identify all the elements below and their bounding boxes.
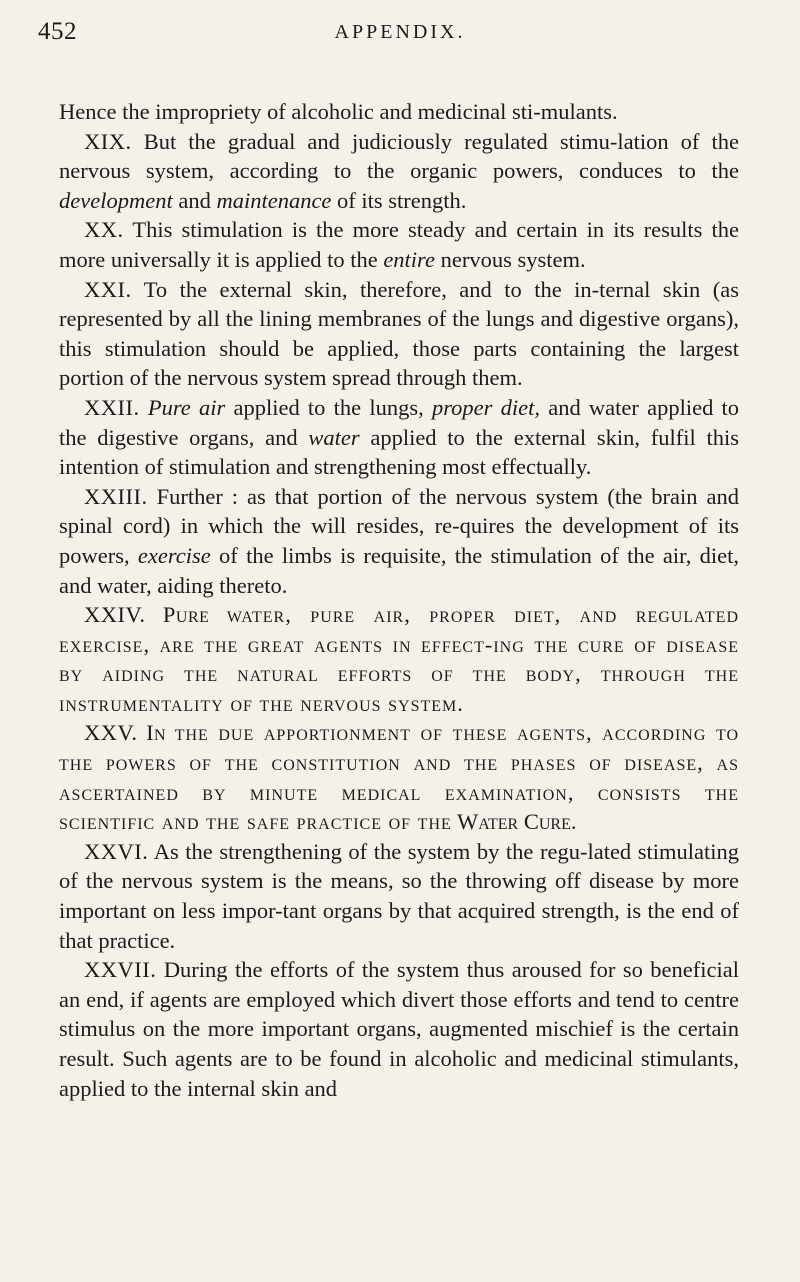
body-text [59, 97, 739, 1103]
smallcaps-text: water, pure air, proper diet, and regulated exercise, are the great agents in effect-ing the cure of disease by aiding the natural efforts of the body, through the instrumentality of the nervous system. [59, 602, 740, 716]
smallcaps-text: the due apportionment of these agents, according to the powers of the constitution and the phases of disease, as ascertained by minute medical examination, consists the scientific and the safe practice of the [59, 720, 740, 835]
section-numeral: XX. [84, 217, 124, 243]
paragraph-xxvi [59, 837, 739, 955]
section-numeral: XXIII. [84, 483, 148, 509]
italic-term: exercise [137, 542, 211, 568]
paragraph-text: This stimulation is the more steady and certain in its results the more universally it is applied to the [59, 217, 740, 272]
paragraph-text: applied to the external skin, fulfil this intention of stimulation and strengthening most effectually. [59, 424, 739, 480]
paragraph-text: of its strength. [337, 187, 467, 213]
paragraph-xix [59, 127, 739, 216]
page-header [38, 18, 762, 58]
paragraph-text: To the external skin, therefore, and to the in-ternal skin (as represented by all the lining membranes of the lungs and digestive organs), this stimulation should be applied, those parts containing the largest portion of the nervous system spread through them. [59, 276, 740, 391]
section-numeral: XXI. [84, 276, 132, 302]
section-numeral: XXIV. [84, 602, 146, 628]
italic-term: proper diet, [431, 394, 540, 420]
paragraph-text: Hence the impropriety of alcoholic and medicinal sti-mulants. [59, 99, 618, 124]
page-number: 452 [38, 18, 77, 45]
paragraph-xxii [59, 393, 739, 482]
paragraph-xxi [59, 275, 739, 393]
section-numeral: XXVII. [84, 957, 157, 983]
paragraph-text: During the efforts of the system thus aroused for so beneficial an end, if agents are employed which divert those efforts and tend to centre stimulus on the more important organs, augmented mischief is the certain result. Such agents are to be found in alcoholic and medicinal stimulants, applied to the internal skin and [59, 957, 739, 1101]
paragraph-xxiv [59, 600, 739, 718]
paragraph-xxv [59, 718, 739, 836]
paragraph-xxvii [59, 955, 739, 1103]
italic-term: development [59, 187, 173, 213]
paragraph-text: of the limbs is requisite, the stimulation of the air, diet, and water, aiding thereto. [59, 542, 739, 598]
italic-term: entire [383, 246, 435, 272]
paragraph-text: Further : as that portion of the nervous system (the brain and spinal cord) in which the will resides, re-quires the development of its powers, [59, 483, 739, 568]
paragraph-text: As the strengthening of the system by the regu-lated stimulating of the nervous system is the means, so the throwing off disease by more important on less impor-tant organs by that acquired strength, is the end of that practice. [59, 838, 740, 953]
section-numeral: XXVI. [84, 838, 149, 864]
italic-term: water [308, 424, 360, 450]
italic-term: maintenance [216, 187, 332, 213]
paragraph-text: But the gradual and judiciously regulated stimu-lation of the nervous system, according to the organic powers, conduces to the [59, 128, 739, 184]
section-numeral: XIX. [84, 128, 132, 154]
paragraph-text: applied to the lungs, [233, 394, 424, 420]
water-cure-title: Water Cure. [456, 809, 577, 835]
paragraph-xx [59, 215, 739, 274]
italic-term: Pure air [147, 394, 226, 420]
caps-lead-word: In [146, 720, 167, 746]
paragraph-text: and water applied to the digestive organs, and [59, 394, 740, 450]
paragraph-text: and [178, 187, 211, 213]
section-numeral: XXII. [84, 394, 140, 420]
running-title: APPENDIX. [334, 21, 466, 43]
section-numeral: XXV. [84, 720, 138, 746]
paragraph-text: nervous system. [440, 246, 586, 272]
paragraph-continuation [59, 97, 739, 127]
caps-lead-word: Pure [162, 602, 210, 628]
paragraph-xxiii [59, 482, 739, 600]
